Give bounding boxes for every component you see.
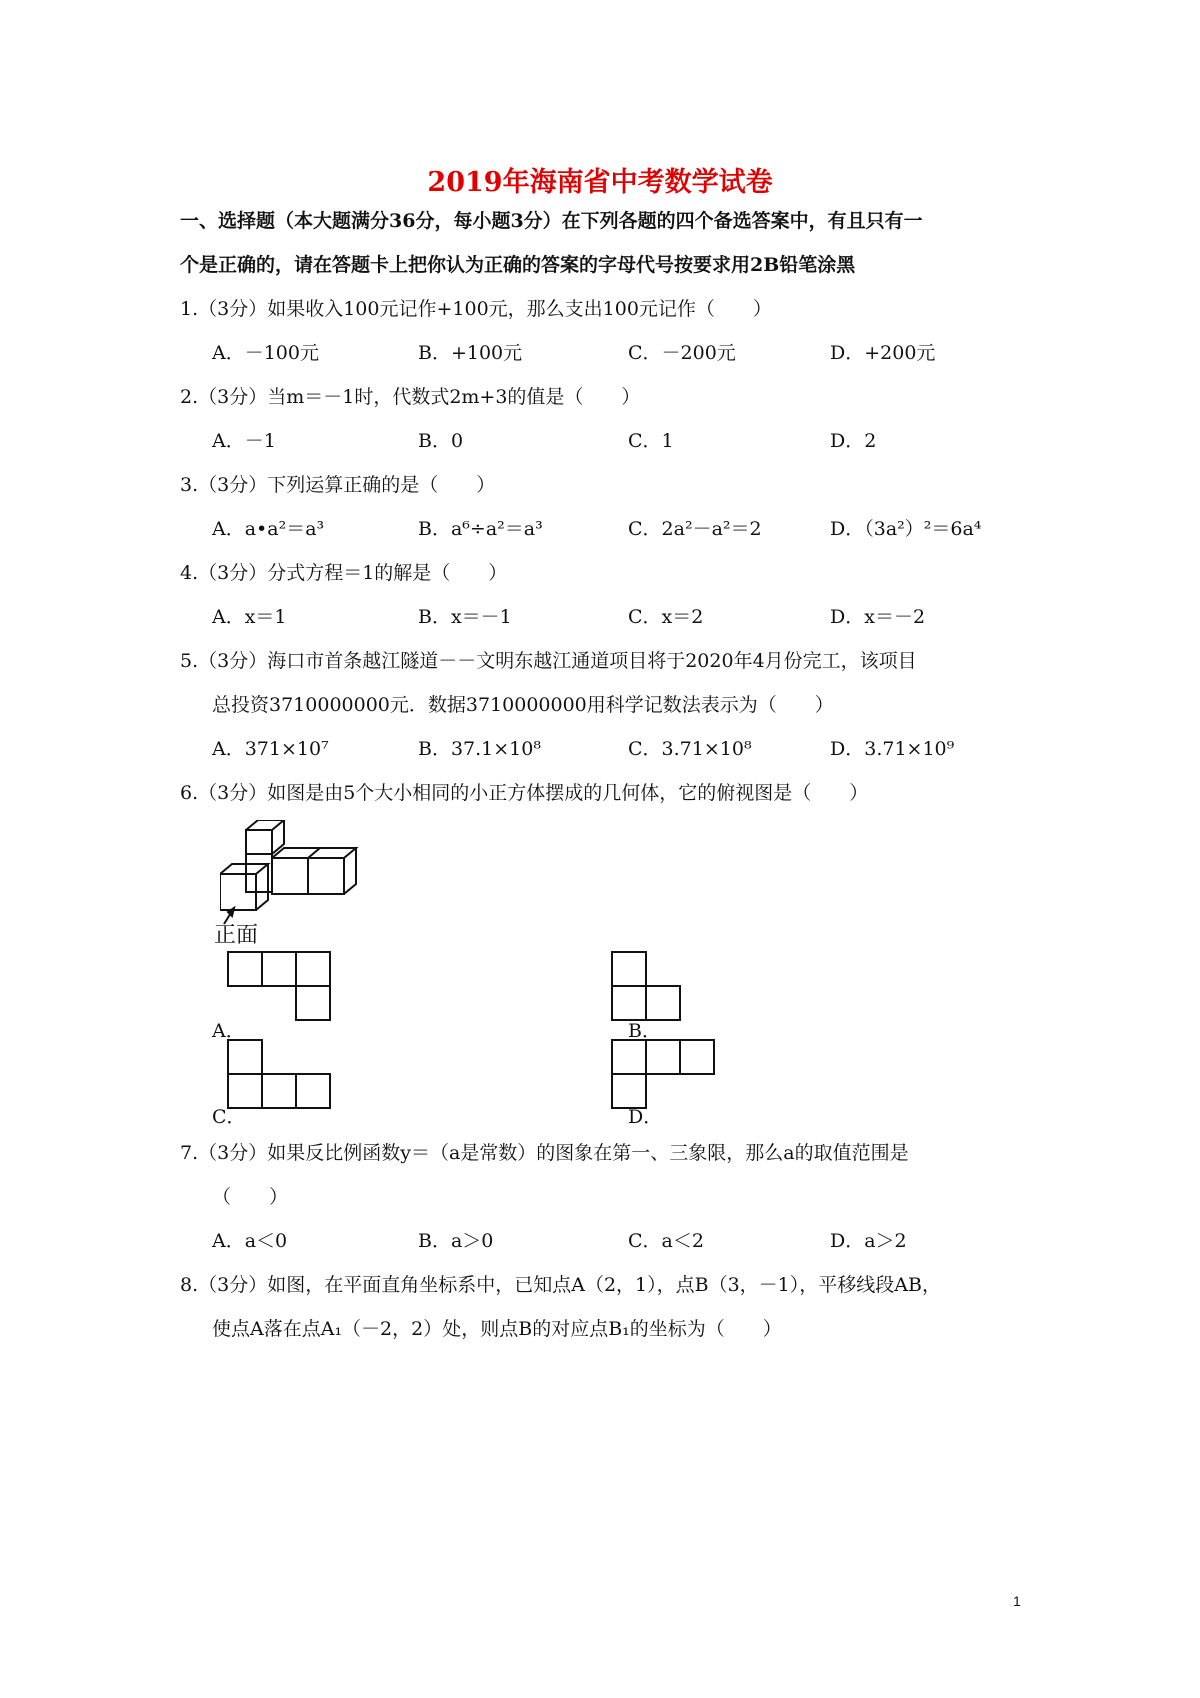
q5-option-a: A．371×10⁷ [212, 738, 329, 760]
q5-option-c: C．3.71×10⁸ [628, 738, 752, 760]
q6-front-label: 正面 [214, 922, 259, 947]
question-3-stem: 3.（3分）下列运算正确的是（ ） [180, 474, 496, 496]
q6-option-d-figure [610, 1038, 720, 1114]
q6-option-b: B． [628, 1020, 661, 1042]
q4-option-c: C．x＝2 [628, 606, 704, 628]
question-5-stem-cont: 总投资3710000000元．数据3710000000用科学记数法表示为（ ） [212, 694, 834, 716]
question-6-stem: 6.（3分）如图是由5个大小相同的小正方体摆成的几何体，它的俯视图是（ ） [180, 782, 869, 804]
question-2-stem: 2.（3分）当m＝－1时，代数式2m+3的值是（ ） [180, 386, 641, 408]
q1-option-d: D．+200元 [830, 342, 936, 364]
q6-option-b-figure [610, 950, 690, 1026]
q4-option-a: A．x＝1 [212, 606, 287, 628]
q7-option-b: B．a＞0 [418, 1230, 494, 1252]
q5-option-d: D．3.71×10⁹ [830, 738, 955, 760]
q2-option-c: C．1 [628, 430, 674, 452]
question-1-stem: 1.（3分）如果收入100元记作+100元，那么支出100元记作（ ） [180, 298, 772, 320]
question-5-stem: 5.（3分）海口市首条越江隧道－－文明东越江通道项目将于2020年4月份完工，该项目 [180, 650, 917, 672]
q6-option-a: A． [212, 1020, 245, 1042]
q2-option-b: B．0 [418, 430, 464, 452]
q2-option-d: D．2 [830, 430, 877, 452]
q4-option-d: D．x＝－2 [830, 606, 926, 628]
q3-option-b: B．a⁶÷a²＝a³ [418, 518, 543, 540]
q1-option-c: C．－200元 [628, 342, 736, 364]
q3-option-c: C．2a²－a²＝2 [628, 518, 762, 540]
q6-option-a-figure [226, 950, 336, 1026]
q1-option-b: B．+100元 [418, 342, 523, 364]
q7-option-d: D．a＞2 [830, 1230, 907, 1252]
question-4-stem: 4.（3分）分式方程＝1的解是（ ） [180, 562, 508, 584]
q7-option-c: C．a＜2 [628, 1230, 704, 1252]
section-heading-line1: 一、选择题（本大题满分36分，每小题3分）在下列各题的四个备选答案中，有且只有一 [180, 210, 923, 232]
q2-option-a: A．－1 [212, 430, 276, 452]
page-title: 2019年海南省中考数学试卷 [427, 167, 773, 198]
question-8-stem: 8.（3分）如图，在平面直角坐标系中，已知点A（2，1），点B（3，－1），平移线段AB， [180, 1274, 941, 1296]
question-7-stem: 7.（3分）如果反比例函数y＝（a是常数）的图象在第一、三象限，那么a的取值范围是 [180, 1142, 909, 1164]
q5-option-b: B．37.1×10⁸ [418, 738, 541, 760]
q6-option-d: D． [628, 1106, 663, 1128]
q3-option-d: D．（3a²）²＝6a⁴ [830, 518, 982, 540]
question-8-stem-cont: 使点A落在点A₁（－2，2）处，则点B的对应点B₁的坐标为（ ） [212, 1318, 782, 1340]
q6-option-c: C． [212, 1106, 246, 1128]
q3-option-a: A．a•a²＝a³ [212, 518, 325, 540]
q7-option-a: A．a＜0 [212, 1230, 288, 1252]
page-number: 1 [1013, 1593, 1021, 1609]
q4-option-b: B．x＝－1 [418, 606, 512, 628]
section-heading-line2: 个是正确的，请在答题卡上把你认为正确的答案的字母代号按要求用2B铅笔涂黑 [180, 254, 856, 276]
question-7-stem-cont: （ ） [212, 1186, 289, 1208]
q1-option-a: A．－100元 [212, 342, 319, 364]
